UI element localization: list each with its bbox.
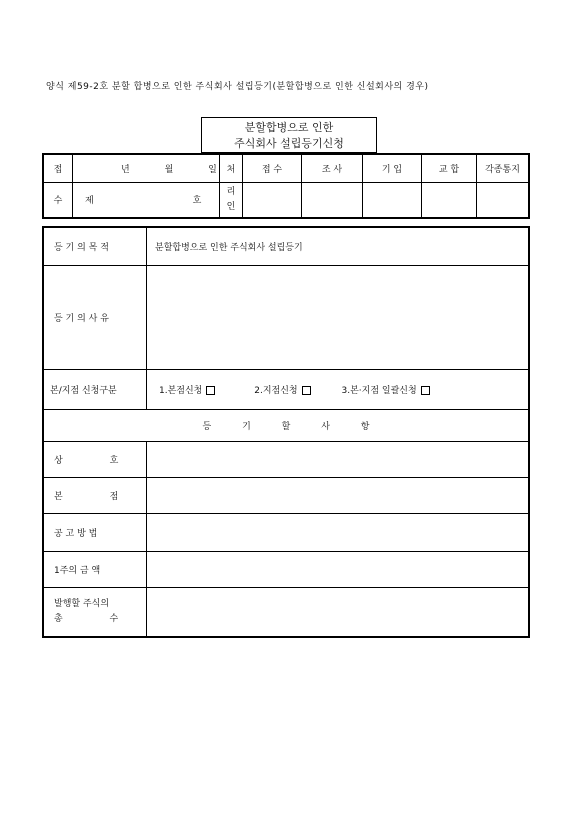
label-company-b: 호	[109, 455, 119, 466]
checkbox-head-office[interactable]	[206, 386, 215, 395]
processing-23	[220, 182, 243, 218]
checkbox-both[interactable]	[421, 386, 430, 395]
purpose-value[interactable]: 분할합병으로 인한 주식회사 설립등기	[147, 227, 530, 265]
option-head-office: 1.본점신청	[159, 385, 203, 396]
col-entry: 기 입	[363, 154, 422, 182]
checkbox-branch[interactable]	[302, 386, 311, 395]
row-value-par-value[interactable]	[147, 551, 530, 587]
receipt-day: 일	[208, 164, 217, 175]
label-notice-method: 공 고 방 법	[43, 513, 147, 551]
receipt-table	[42, 153, 530, 219]
main-form-table	[42, 226, 530, 638]
receipt-jeop: 접	[43, 154, 73, 182]
application-title	[201, 117, 377, 153]
cell-check[interactable]	[422, 182, 477, 218]
purpose-label: 등 기 의 목 적	[43, 227, 147, 265]
option-both: 3.본·지점 일괄신청	[341, 385, 417, 396]
section-header: 등 기 할 사 항	[43, 409, 529, 441]
row-value-total-shares[interactable]	[147, 587, 530, 637]
col-notice: 각종통지	[477, 154, 530, 182]
label-total-shares-a: 발행할 주식의	[54, 598, 110, 609]
processing-1: 처	[220, 154, 243, 182]
cell-notice[interactable]	[477, 182, 530, 218]
form-number-title: 양식 제59-2호 분할 합병으로 인한 주식회사 설립등기(분할합병으로 인한 신설회사의 경우)	[46, 82, 429, 92]
application-title-line2: 주식회사 설립등기신청	[234, 137, 344, 150]
label-head-office-a: 본	[54, 491, 63, 502]
receipt-ho: 호	[192, 196, 202, 207]
processing-2: 리	[226, 186, 236, 197]
receipt-date[interactable]	[73, 154, 220, 182]
receipt-je: 제	[85, 196, 94, 207]
col-review: 조 사	[302, 154, 363, 182]
row-value-notice-method[interactable]	[147, 513, 530, 551]
row-value-company[interactable]	[147, 441, 530, 477]
branch-label: 본/지점 신청구분	[43, 369, 147, 409]
row-label-total-shares	[43, 587, 147, 637]
cell-entry[interactable]	[363, 182, 422, 218]
receipt-month: 월	[164, 164, 174, 175]
application-title-line1: 분할합병으로 인한	[244, 121, 334, 134]
col-receipt: 접 수	[243, 154, 302, 182]
receipt-number[interactable]	[73, 182, 220, 218]
label-total-shares-b: 총 수	[54, 613, 119, 624]
receipt-year: 년	[121, 164, 130, 175]
processing-3: 인	[226, 201, 236, 212]
row-label-company	[43, 441, 147, 477]
cause-value[interactable]	[147, 265, 530, 369]
cell-review[interactable]	[302, 182, 363, 218]
branch-options	[147, 369, 530, 409]
col-check: 교 합	[422, 154, 477, 182]
cause-label: 등 기 의 사 유	[43, 265, 147, 369]
label-company-a: 상	[54, 455, 63, 466]
row-label-head-office	[43, 477, 147, 513]
row-value-head-office[interactable]	[147, 477, 530, 513]
label-head-office-b: 점	[109, 491, 119, 502]
option-branch: 2.지점신청	[254, 385, 298, 396]
cell-receipt[interactable]	[243, 182, 302, 218]
receipt-su: 수	[43, 182, 73, 218]
label-par-value: 1주의 금 액	[43, 551, 147, 587]
